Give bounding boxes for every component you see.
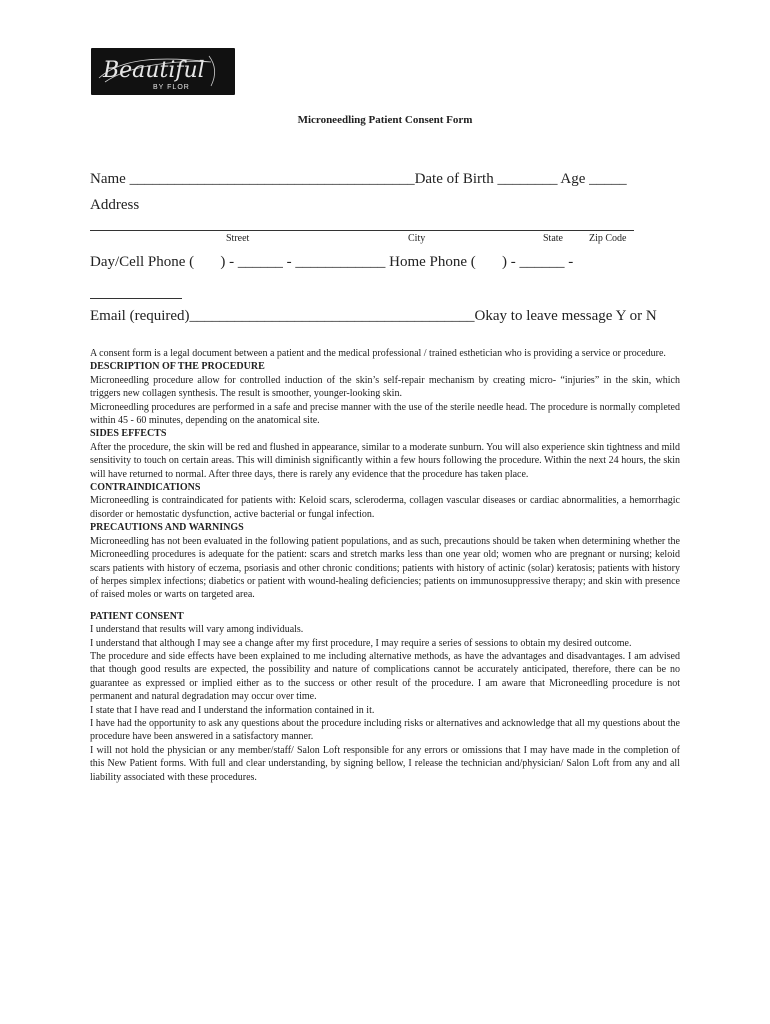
side-effects-paragraph: After the procedure, the skin will be red and flushed in appearance, similar to a moderate sunburn. You will also experience skin tightness and mild sensitivity to touch on certain areas. This will diminish significantly within a few hours following the procedure. Within the next 24 hours, the skin will have returned to normal. After three days, there is rarely any evidence that the procedure has taken place. (90, 441, 680, 480)
consent-body (90, 347, 680, 784)
beautiful-by-flor-logo (91, 48, 235, 95)
phone-continuation-line[interactable] (90, 298, 182, 299)
address-label: Address (90, 197, 140, 213)
patient-consent-heading: PATIENT CONSENT (90, 610, 184, 622)
name-dob-age-line[interactable]: Name ______________________________________Date of Birth ________ Age _____ (90, 171, 627, 187)
side-effects-heading: SIDES EFFECTS (90, 428, 167, 440)
description-paragraph-2: Microneedling procedures are performed in a safe and precise manner with the use of the sterile needle head. The procedure is normally completed within 45 - 60 minutes, depending on the anatomical site. (90, 401, 680, 427)
precautions-heading: PRECAUTIONS AND WARNINGS (90, 522, 244, 534)
consent-paragraph-6: I will not hold the physician or any member/staff/ Salon Loft responsible for any errors or omissions that I may have made in the completion of this New Patient forms. With full and clear understanding, by signing bellow, I release the technician and/physician/ Salon Loft from any and all liability associated with these procedures. (90, 744, 680, 783)
street-label: Street (226, 233, 250, 244)
address-input-line[interactable] (90, 230, 634, 231)
consent-paragraph-2: I understand that although I may see a change after my first procedure, I may require a series of sessions to obtain my desired outcome. (90, 637, 632, 649)
form-title: Microneedling Patient Consent Form (297, 114, 473, 126)
consent-paragraph-4: I state that I have read and I understand the information contained in it. (90, 704, 375, 716)
phone-line[interactable]: Day/Cell Phone ( ) - ______ - ____________ Home Phone ( ) - ______ - (90, 254, 574, 270)
zip-code-label: Zip Code (589, 233, 627, 244)
state-label: State (543, 233, 563, 244)
precautions-paragraph: Microneedling has not been evaluated in the following patient populations, and as such, precautions should be taken when determining whether the Microneedling procedures is adequate for the patient: scars and stretch marks less than one year old; women who are pregnant or nursing; keloid scars patients with history of eczema, psoriasis and other chronic conditions; patients with history of actinic (solar) keratosis; patients with history of herpes simplex infections; diabetics or patient with wound-healing deficiencies; patients on immunosuppressive therapy; and skin with presence of raised moles or warts on targeted area. (90, 535, 680, 601)
consent-paragraph-5: I have had the opportunity to ask any questions about the procedure including risks or alternatives and acknowledge that all my questions about the procedure have been answered in a satisfactory manner. (90, 717, 680, 743)
description-heading: DESCRIPTION OF THE PROCEDURE (90, 361, 265, 373)
consent-paragraph-1: I understand that results will vary among individuals. (90, 624, 304, 636)
description-paragraph-1: Microneedling procedure allow for controlled induction of the skin’s self-repair mechanism by creating micro- “injuries” in the skin, which triggers new collagen synthesis. The result is smoother, younger-looking skin. (90, 374, 680, 400)
intro-paragraph: A consent form is a legal document between a patient and the medical professional / trained esthetician who is providing a service or procedure. (90, 348, 666, 359)
logo-script: Beautiful (103, 58, 205, 83)
contraindications-paragraph: Microneedling is contraindicated for patients with: Keloid scars, scleroderma, collagen vascular diseases or cardiac abnormalities, a hemorrhagic disorder or hemostatic dysfunction, active bacterial or fungal infection. (90, 495, 680, 520)
contraindications-heading: CONTRAINDICATIONS (90, 482, 201, 494)
email-message-line[interactable]: Email (required)______________________________________Okay to leave message Y or N (90, 308, 657, 324)
city-label: City (408, 233, 426, 244)
consent-paragraph-3: The procedure and side effects have been explained to me including alternative methods, as have the advantages and disadvantages. I am advised that though good results are expected, the possibility and nature of complications cannot be accurately anticipated, therefore, there can be no guarantee as expressed or implied either as to the success or other result of the procedure. I am aware that Microneedling procedure is not permanent and natural degradation may occur over time. (90, 650, 680, 703)
logo-sub: BY FLOR (153, 84, 190, 91)
